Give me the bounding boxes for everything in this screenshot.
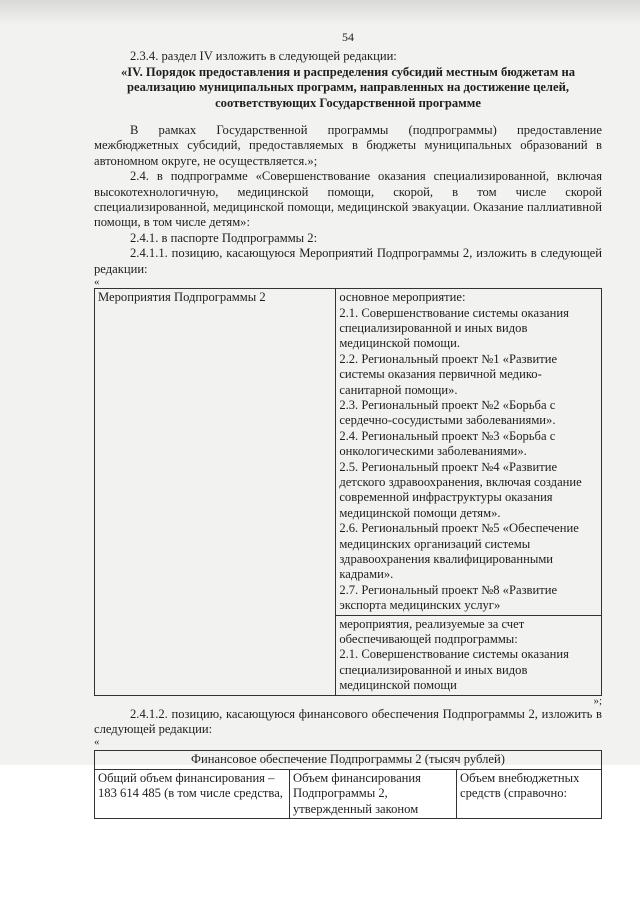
section-heading: «IV. Порядок предоставления и распределения субсидий местным бюджетам на реализацию муниципальных программ, направленных на достижение целей, соответствующих Государственной программе [120,64,576,110]
list-item: 2.3. Региональный проект №2 «Борьба с сердечно-сосудистыми заболеваниями». [339,397,556,428]
extrabudget-cell: Объем внебюджетных средств (справочно: [457,769,602,818]
paragraph-2-3-4: 2.3.4. раздел IV изложить в следующей редакции: [130,49,397,64]
list-item: 2.5. Региональный проект №4 «Развитие детского здравоохранения, включая создание современной инфраструктуры оказания медицинской помощи детям». [339,459,582,520]
list-item: 2.1. Совершенствование системы оказания специализированной и иных видов медицинской помощи. [339,305,569,351]
paragraph-framework: В рамках Государственной программы (подпрограммы) предоставление межбюджетных субсидий, предоставляемых в бюджеты муниципальных образований в автономном округе, не осуществляется.»; [94,123,602,168]
paragraph-2-4-1-1: 2.4.1.1. позицию, касающуюся Мероприятий Подпрограммы 2, изложить в следующей редакции: [94,246,602,276]
total-financing-cell: Общий объем финансирования – 183 614 485 (в том числе средства, [95,769,290,818]
main-activities-cell [336,289,602,616]
open-quote: « [94,276,100,289]
activities-table [94,288,602,696]
table-row [95,289,602,616]
paragraph-2-4: 2.4. в подпрограмме «Совершенствование оказания специализированной, включая высокотехнологичную, медицинской помощи, скорой, в том числе скорой специализированной, медицинской помощи, медицинской эвакуации. Оказание паллиативной помощи, в том числе детям»: [94,169,602,230]
paragraph-2-4-1: 2.4.1. в паспорте Подпрограммы 2: [130,230,318,245]
open-quote-2: « [94,736,100,749]
table-row [95,769,602,818]
scan-shadow [0,0,640,26]
list-item: 2.6. Региональный проект №5 «Обеспечение медицинских организаций системы здравоохранения квалифицированными кадрами». [339,521,579,582]
financing-header: Финансовое обеспечение Подпрограммы 2 (тысяч рублей) [95,751,602,769]
list-item: мероприятия, реализуемые за счет обеспечивающей подпрограммы: [339,616,525,647]
approved-financing-cell: Объем финансирования Подпрограммы 2, утвержденный законом [290,769,457,818]
activities-label: Мероприятия Подпрограммы 2 [95,289,336,696]
list-item: 2.7. Региональный проект №8 «Развитие экспорта медицинских услуг» [339,582,558,613]
list-item: 2.1. Совершенствование системы оказания специализированной и иных видов медицинской помощи [339,647,569,693]
paragraph-2-4-1-2: 2.4.1.2. позицию, касающуюся финансового обеспечения Подпрограммы 2, изложить в следующей редакции: [94,706,602,737]
table-row [95,751,602,769]
support-activities-cell [336,615,602,695]
list-item: 2.2. Региональный проект №1 «Развитие системы оказания первичной медико-санитарной помощи». [339,351,558,397]
close-quote: »; [593,694,602,707]
list-item: 2.4. Региональный проект №3 «Борьба с онкологическими заболеваниями». [339,428,556,459]
list-item: основное мероприятие: [339,290,466,305]
page-content [94,30,602,819]
page-number: 54 [342,30,354,44]
financing-table [94,750,602,819]
